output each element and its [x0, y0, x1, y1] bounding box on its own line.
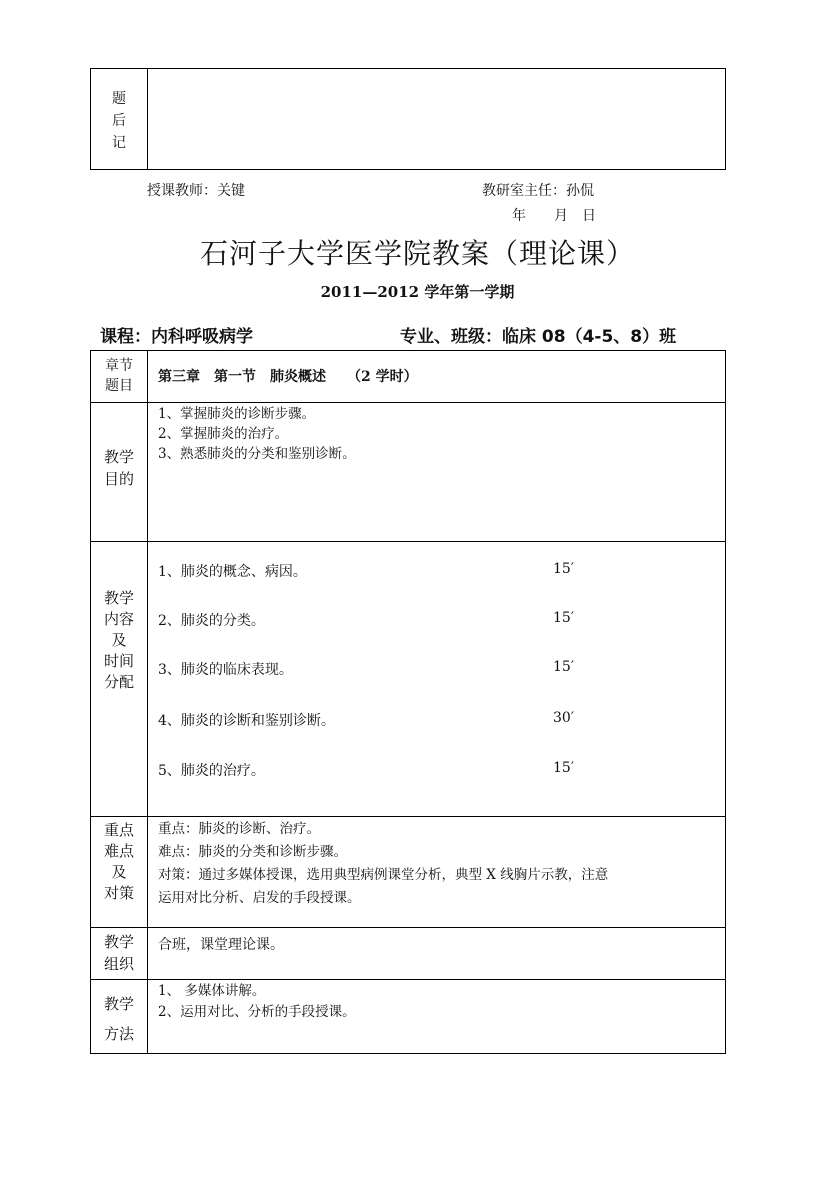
content-time-5: 15′ — [553, 760, 574, 776]
methods-text — [158, 981, 356, 1023]
afterword-table — [90, 68, 726, 170]
keypoint-line: 重点：肺炎的诊断、治疗。 — [158, 821, 320, 837]
chapter-label: 章节 题目 — [105, 358, 133, 394]
method-line: 2、运用对比、分析的手段授课。 — [158, 1004, 356, 1020]
organization-text: 合班，课堂理论课。 — [158, 937, 284, 953]
afterword-label-char: 题 — [112, 91, 126, 107]
method-line: 1、 多媒体讲解。 — [158, 983, 266, 999]
afterword-divider — [147, 68, 148, 170]
teacher-signature: 授课教师：关键 — [147, 183, 245, 199]
signature-date: 年 月 日 — [512, 208, 596, 224]
row-divider — [90, 541, 726, 542]
content-item-1: 1、肺炎的概念、病因。 — [158, 564, 307, 580]
list-item: 1、掌握肺炎的诊断步骤。 — [158, 406, 316, 422]
document-title: 石河子大学医学院教案（理论课） — [199, 237, 635, 270]
goals-list — [158, 404, 356, 464]
list-item: 2、掌握肺炎的治疗。 — [158, 426, 289, 442]
director-signature: 教研室主任：孙侃 — [482, 183, 594, 199]
row-divider — [90, 402, 726, 403]
content-item-2: 2、肺炎的分类。 — [158, 613, 265, 629]
afterword-label — [91, 88, 147, 154]
afterword-label-char: 后 — [112, 113, 126, 129]
keypoint-line: 对策：通过多媒体授课，选用典型病例课堂分析，典型 X 线胸片示教，注意 — [158, 867, 609, 883]
row-divider — [90, 816, 726, 817]
goals-label: 教学 目的 — [103, 448, 134, 488]
content-time-2: 15′ — [553, 610, 574, 626]
row-divider — [90, 979, 726, 980]
semester-subtitle: 2011—2012 学年第一学期 — [320, 283, 515, 301]
content-time-3: 15′ — [553, 659, 574, 675]
content-item-3: 3、肺炎的临床表现。 — [158, 662, 293, 678]
course-name: 课程：内科呼吸病学 — [100, 327, 253, 347]
list-item: 3、熟悉肺炎的分类和鉴别诊断。 — [158, 446, 356, 462]
keypoint-line: 难点：肺炎的分类和诊断步骤。 — [158, 844, 347, 860]
label-column-divider — [147, 350, 148, 1054]
keypoints-label: 重点 难点 及 对策 — [103, 821, 134, 902]
content-time-4: 30′ — [553, 710, 574, 726]
afterword-label-char: 记 — [112, 135, 126, 151]
keypoints-text — [158, 818, 608, 910]
major-class: 专业、班级：临床 08（4-5、8）班 — [400, 327, 677, 347]
keypoint-line: 运用对比分析、启发的手段授课。 — [158, 890, 361, 906]
chapter-title: 第三章 第一节 肺炎概述 （2 学时） — [158, 369, 418, 385]
organization-label: 教学 组织 — [103, 933, 134, 973]
content-label: 教学 内容 及 时间 分配 — [103, 589, 134, 691]
content-item-5: 5、肺炎的治疗。 — [158, 763, 265, 779]
methods-label: 教学 方法 — [103, 995, 134, 1043]
row-divider — [90, 927, 726, 928]
content-time-1: 15′ — [553, 561, 574, 577]
content-item-4: 4、肺炎的诊断和鉴别诊断。 — [158, 713, 335, 729]
